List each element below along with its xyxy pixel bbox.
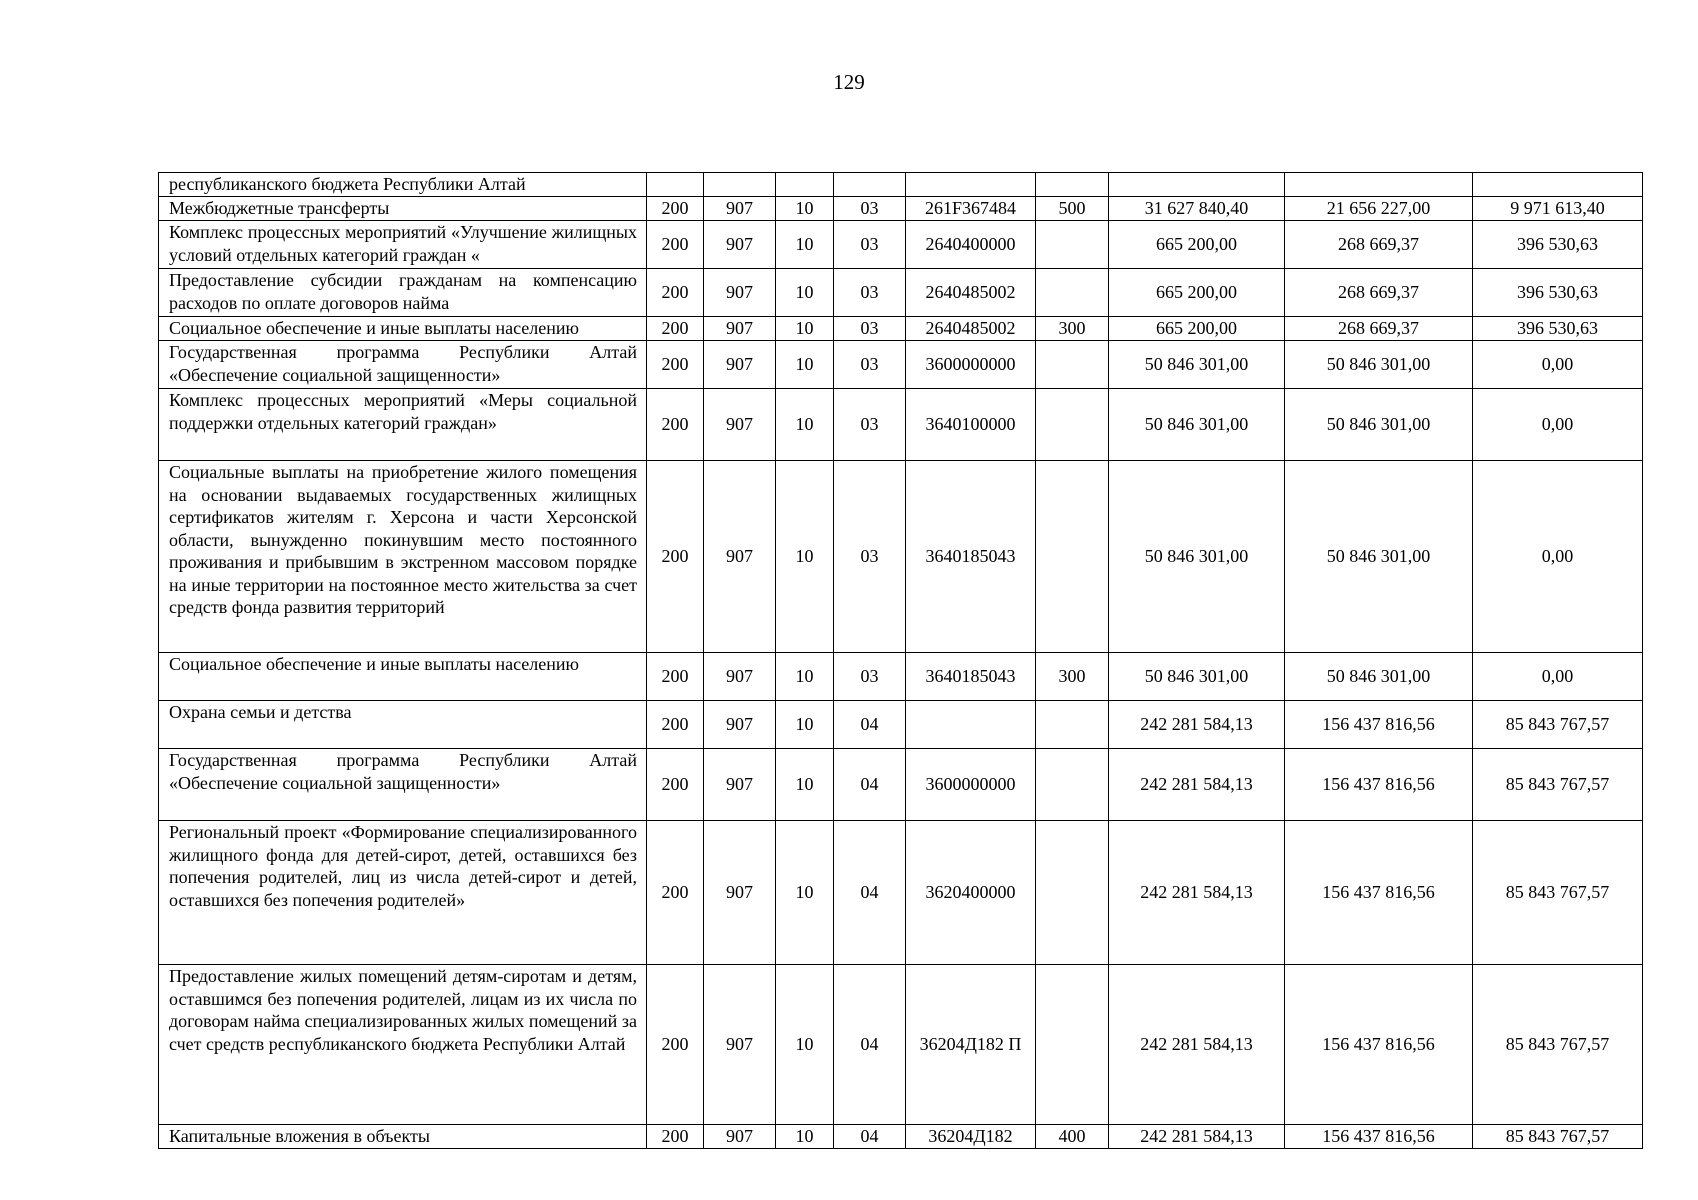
cell-ministry: 907 xyxy=(704,317,776,341)
cell-description: Социальное обеспечение и иные выплаты населению xyxy=(159,653,647,701)
cell-division: 10 xyxy=(776,701,834,749)
cell-description: Социальные выплаты на приобретение жилого помещения на основании выдаваемых государственных жилищных сертификатов жителям г. Херсона и части Херсонской области, вынужденно покинувшим место постоянного проживания и прибывшим в экстренном массовом порядке на иные территории на постоянное место жительства за счет средств фонда развития территорий xyxy=(159,461,647,653)
cell-description: Предоставление субсидии гражданам на компенсацию расходов по оплате договоров найма xyxy=(159,269,647,317)
cell-expense-type: 400 xyxy=(1036,1125,1109,1149)
cell-description: Предоставление жилых помещений детям-сиротам и детям, оставшимся без попечения родителей, лицам из их числа по договорам найма специализированных жилых помещений за счет средств республиканского бюджета Республики Алтай xyxy=(159,965,647,1125)
cell-amount-1: 242 281 584,13 xyxy=(1109,701,1285,749)
cell-ministry: 907 xyxy=(704,221,776,269)
cell-division: 10 xyxy=(776,341,834,389)
cell-division: 10 xyxy=(776,269,834,317)
cell-target: 3600000000 xyxy=(906,749,1036,821)
cell-ministry: 907 xyxy=(704,389,776,461)
cell-section: 200 xyxy=(647,221,704,269)
cell-expense-type xyxy=(1036,173,1109,197)
cell-description: Капитальные вложения в объекты xyxy=(159,1125,647,1149)
cell-subdivision: 04 xyxy=(834,701,906,749)
cell-amount-3: 0,00 xyxy=(1473,341,1643,389)
cell-section: 200 xyxy=(647,197,704,221)
cell-subdivision: 03 xyxy=(834,317,906,341)
cell-division xyxy=(776,173,834,197)
table-row xyxy=(159,461,1643,653)
page-number: 129 xyxy=(833,70,865,94)
cell-section: 200 xyxy=(647,341,704,389)
table-row xyxy=(159,821,1643,965)
cell-amount-1: 242 281 584,13 xyxy=(1109,749,1285,821)
cell-subdivision: 03 xyxy=(834,653,906,701)
budget-table xyxy=(158,172,1643,1149)
cell-division: 10 xyxy=(776,197,834,221)
cell-target: 261F367484 xyxy=(906,197,1036,221)
cell-expense-type xyxy=(1036,269,1109,317)
cell-division: 10 xyxy=(776,965,834,1125)
table-row xyxy=(159,965,1643,1125)
cell-amount-1: 665 200,00 xyxy=(1109,317,1285,341)
cell-subdivision: 04 xyxy=(834,821,906,965)
cell-description: республиканского бюджета Республики Алтай xyxy=(159,173,647,197)
cell-amount-2: 156 437 816,56 xyxy=(1285,701,1473,749)
table-row xyxy=(159,1125,1643,1149)
cell-amount-3: 0,00 xyxy=(1473,653,1643,701)
cell-amount-3: 85 843 767,57 xyxy=(1473,1125,1643,1149)
cell-division: 10 xyxy=(776,749,834,821)
cell-amount-1: 50 846 301,00 xyxy=(1109,341,1285,389)
cell-amount-2: 268 669,37 xyxy=(1285,317,1473,341)
cell-amount-1: 665 200,00 xyxy=(1109,221,1285,269)
cell-description: Государственная программа Республики Алтай «Обеспечение социальной защищенности» xyxy=(159,341,647,389)
table-row xyxy=(159,221,1643,269)
cell-ministry: 907 xyxy=(704,653,776,701)
cell-ministry: 907 xyxy=(704,461,776,653)
cell-division: 10 xyxy=(776,1125,834,1149)
cell-amount-2: 50 846 301,00 xyxy=(1285,341,1473,389)
cell-target: 3600000000 xyxy=(906,341,1036,389)
cell-amount-2: 50 846 301,00 xyxy=(1285,461,1473,653)
cell-amount-3: 85 843 767,57 xyxy=(1473,749,1643,821)
cell-target: 3640185043 xyxy=(906,653,1036,701)
cell-section: 200 xyxy=(647,461,704,653)
table-row xyxy=(159,197,1643,221)
cell-subdivision: 03 xyxy=(834,221,906,269)
cell-description: Межбюджетные трансферты xyxy=(159,197,647,221)
cell-subdivision: 03 xyxy=(834,341,906,389)
cell-division: 10 xyxy=(776,221,834,269)
cell-expense-type: 500 xyxy=(1036,197,1109,221)
cell-ministry: 907 xyxy=(704,701,776,749)
cell-expense-type xyxy=(1036,749,1109,821)
cell-target xyxy=(906,701,1036,749)
cell-division: 10 xyxy=(776,389,834,461)
cell-amount-3: 396 530,63 xyxy=(1473,221,1643,269)
table-row xyxy=(159,341,1643,389)
cell-amount-1: 242 281 584,13 xyxy=(1109,965,1285,1125)
cell-amount-2: 50 846 301,00 xyxy=(1285,389,1473,461)
cell-amount-3: 0,00 xyxy=(1473,461,1643,653)
cell-amount-2: 156 437 816,56 xyxy=(1285,821,1473,965)
cell-division: 10 xyxy=(776,461,834,653)
cell-amount-1: 50 846 301,00 xyxy=(1109,461,1285,653)
cell-amount-3: 396 530,63 xyxy=(1473,269,1643,317)
table-row xyxy=(159,317,1643,341)
cell-section xyxy=(647,173,704,197)
cell-amount-2: 156 437 816,56 xyxy=(1285,1125,1473,1149)
cell-target: 36204Д182 xyxy=(906,1125,1036,1149)
cell-amount-2: 21 656 227,00 xyxy=(1285,197,1473,221)
table-row xyxy=(159,173,1643,197)
cell-target: 2640485002 xyxy=(906,269,1036,317)
table-row xyxy=(159,749,1643,821)
cell-expense-type xyxy=(1036,221,1109,269)
cell-target xyxy=(906,173,1036,197)
cell-subdivision: 04 xyxy=(834,1125,906,1149)
cell-description: Социальное обеспечение и иные выплаты населению xyxy=(159,317,647,341)
cell-amount-2: 50 846 301,00 xyxy=(1285,653,1473,701)
cell-description: Региональный проект «Формирование специализированного жилищного фонда для детей-сирот, детей, оставшихся без попечения родителей, лиц из числа детей-сирот и детей, оставшихся без попечения родителей» xyxy=(159,821,647,965)
cell-amount-3 xyxy=(1473,173,1643,197)
cell-division: 10 xyxy=(776,317,834,341)
cell-section: 200 xyxy=(647,821,704,965)
cell-section: 200 xyxy=(647,1125,704,1149)
cell-amount-3: 9 971 613,40 xyxy=(1473,197,1643,221)
cell-subdivision xyxy=(834,173,906,197)
cell-amount-2: 268 669,37 xyxy=(1285,221,1473,269)
cell-amount-2 xyxy=(1285,173,1473,197)
cell-subdivision: 04 xyxy=(834,965,906,1125)
cell-ministry: 907 xyxy=(704,965,776,1125)
cell-description: Охрана семьи и детства xyxy=(159,701,647,749)
cell-ministry: 907 xyxy=(704,1125,776,1149)
cell-amount-3: 85 843 767,57 xyxy=(1473,821,1643,965)
cell-target: 3640100000 xyxy=(906,389,1036,461)
cell-amount-3: 396 530,63 xyxy=(1473,317,1643,341)
cell-description: Комплекс процессных мероприятий «Меры социальной поддержки отдельных категорий граждан» xyxy=(159,389,647,461)
cell-subdivision: 03 xyxy=(834,197,906,221)
cell-expense-type: 300 xyxy=(1036,653,1109,701)
cell-description: Государственная программа Республики Алтай «Обеспечение социальной защищенности» xyxy=(159,749,647,821)
cell-amount-1: 50 846 301,00 xyxy=(1109,389,1285,461)
cell-amount-1: 31 627 840,40 xyxy=(1109,197,1285,221)
cell-amount-3: 85 843 767,57 xyxy=(1473,965,1643,1125)
cell-division: 10 xyxy=(776,653,834,701)
table-row xyxy=(159,269,1643,317)
cell-target: 2640485002 xyxy=(906,317,1036,341)
cell-target: 36204Д182 П xyxy=(906,965,1036,1125)
cell-subdivision: 04 xyxy=(834,749,906,821)
table-row xyxy=(159,701,1643,749)
cell-expense-type xyxy=(1036,461,1109,653)
cell-amount-1 xyxy=(1109,173,1285,197)
cell-ministry xyxy=(704,173,776,197)
cell-amount-1: 665 200,00 xyxy=(1109,269,1285,317)
cell-expense-type xyxy=(1036,965,1109,1125)
cell-amount-2: 156 437 816,56 xyxy=(1285,749,1473,821)
cell-section: 200 xyxy=(647,653,704,701)
cell-subdivision: 03 xyxy=(834,269,906,317)
cell-division: 10 xyxy=(776,821,834,965)
cell-target: 3620400000 xyxy=(906,821,1036,965)
cell-amount-1: 242 281 584,13 xyxy=(1109,821,1285,965)
cell-amount-1: 242 281 584,13 xyxy=(1109,1125,1285,1149)
cell-section: 200 xyxy=(647,965,704,1125)
cell-section: 200 xyxy=(647,701,704,749)
cell-expense-type xyxy=(1036,821,1109,965)
cell-expense-type: 300 xyxy=(1036,317,1109,341)
cell-amount-2: 268 669,37 xyxy=(1285,269,1473,317)
cell-ministry: 907 xyxy=(704,749,776,821)
cell-section: 200 xyxy=(647,317,704,341)
cell-target: 2640400000 xyxy=(906,221,1036,269)
table-row xyxy=(159,653,1643,701)
cell-target: 3640185043 xyxy=(906,461,1036,653)
cell-section: 200 xyxy=(647,269,704,317)
table-row xyxy=(159,389,1643,461)
cell-ministry: 907 xyxy=(704,341,776,389)
table-body xyxy=(159,173,1643,1149)
cell-ministry: 907 xyxy=(704,821,776,965)
cell-amount-1: 50 846 301,00 xyxy=(1109,653,1285,701)
cell-expense-type xyxy=(1036,389,1109,461)
cell-description: Комплекс процессных мероприятий «Улучшение жилищных условий отдельных категорий граждан « xyxy=(159,221,647,269)
cell-section: 200 xyxy=(647,749,704,821)
cell-expense-type xyxy=(1036,701,1109,749)
cell-expense-type xyxy=(1036,341,1109,389)
cell-amount-3: 85 843 767,57 xyxy=(1473,701,1643,749)
cell-amount-3: 0,00 xyxy=(1473,389,1643,461)
cell-ministry: 907 xyxy=(704,269,776,317)
cell-subdivision: 03 xyxy=(834,461,906,653)
cell-subdivision: 03 xyxy=(834,389,906,461)
cell-amount-2: 156 437 816,56 xyxy=(1285,965,1473,1125)
cell-section: 200 xyxy=(647,389,704,461)
cell-ministry: 907 xyxy=(704,197,776,221)
